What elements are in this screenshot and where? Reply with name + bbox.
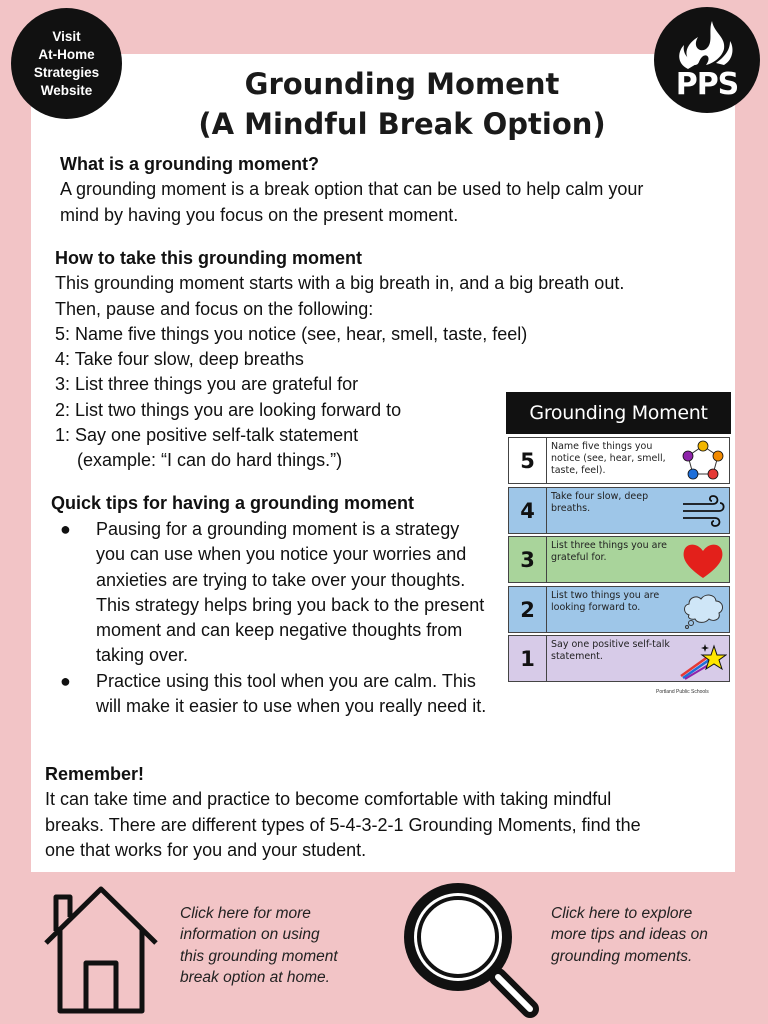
shooting-star-icon [679, 638, 727, 680]
row-number: 2 [509, 587, 547, 632]
row-number: 5 [509, 438, 547, 483]
step-2: 2: List two things you are looking forward to [55, 399, 402, 420]
row-text: Name five things you notice (see, hear, smell, taste, feel). [551, 441, 666, 476]
row-text: Take four slow, deep breaths. [551, 491, 649, 514]
row-number: 3 [509, 537, 547, 582]
tip-text: Pausing for a grounding moment is a strategy you can use when you notice your worries and anxieties are trying to take over your thoughts. This strategy helps bring you back to the present moment and can keep negative thoughts from taking over. [96, 519, 485, 666]
magnifier-icon[interactable] [400, 879, 542, 1019]
bullet-icon: ● [60, 519, 71, 539]
row-number: 1 [509, 636, 547, 681]
pps-logo [654, 7, 760, 113]
card-credit: Portland Public Schools [656, 689, 709, 695]
remember-section [45, 762, 735, 863]
logo-text: PPS [675, 67, 739, 102]
visit-badge-label: Visit At-Home Strategies Website [33, 28, 100, 98]
row-text: List three things you are grateful for. [551, 540, 668, 563]
how-heading: How to take this grounding moment [55, 248, 362, 268]
step-1-example: (example: “I can do hard things.”) [77, 450, 343, 471]
remember-text: one that works for you and your student. [45, 839, 367, 860]
card-row-4 [508, 487, 730, 534]
heart-icon [679, 539, 727, 581]
list-item [60, 517, 490, 669]
tips-heading-block [51, 491, 501, 516]
what-section [60, 152, 730, 228]
tip-text: Practice using this tool when you are calm. This will make it easier to use when you really need it. [96, 670, 487, 717]
row-text: List two things you are looking forward to. [551, 590, 660, 613]
remember-text: breaks. There are different types of 5-4-3-2-1 Grounding Moments, find the [45, 814, 641, 835]
house-icon[interactable] [42, 883, 160, 1018]
what-text: A grounding moment is a break option that can be used to help calm your [60, 179, 644, 200]
card-title: Grounding Moment [506, 392, 731, 434]
wind-icon [679, 490, 727, 532]
card-row-2 [508, 586, 730, 633]
visit-website-badge[interactable] [11, 8, 122, 119]
title-line-1: Grounding Moment [244, 67, 560, 101]
thought-cloud-icon [679, 589, 727, 631]
card-row-1 [508, 635, 730, 682]
list-item [60, 669, 490, 720]
card-row-3 [508, 536, 730, 583]
what-heading: What is a grounding moment? [60, 154, 319, 174]
how-line: Then, pause and focus on the following: [55, 298, 374, 319]
explore-tips-link[interactable]: Click here to explore more tips and ideas on grounding moments. [551, 905, 708, 965]
step-4: 4: Take four slow, deep breaths [55, 349, 304, 370]
senses-icon [679, 440, 727, 482]
card-row-5 [508, 437, 730, 484]
row-text: Say one positive self-talk statement. [551, 639, 670, 662]
remember-text: It can take time and practice to become comfortable with taking mindful [45, 789, 612, 810]
tips-list [60, 517, 490, 719]
page-title [100, 64, 704, 144]
tips-heading: Quick tips for having a grounding moment [51, 493, 415, 513]
grounding-moment-card [506, 392, 731, 702]
step-1: 1: Say one positive self-talk statement [55, 425, 359, 446]
what-text: mind by having you focus on the present moment. [60, 204, 459, 225]
step-5: 5: Name five things you notice (see, hear, smell, taste, feel) [55, 323, 528, 344]
bullet-icon: ● [60, 670, 71, 691]
step-3: 3: List three things you are grateful for [55, 374, 359, 395]
title-line-2: (A Mindful Break Option) [198, 107, 606, 141]
how-line: This grounding moment starts with a big breath in, and a big breath out. [55, 273, 625, 294]
home-info-link[interactable]: Click here for more information on using this grounding moment break option at home. [180, 905, 338, 986]
row-number: 4 [509, 488, 547, 533]
remember-heading: Remember! [45, 764, 145, 784]
